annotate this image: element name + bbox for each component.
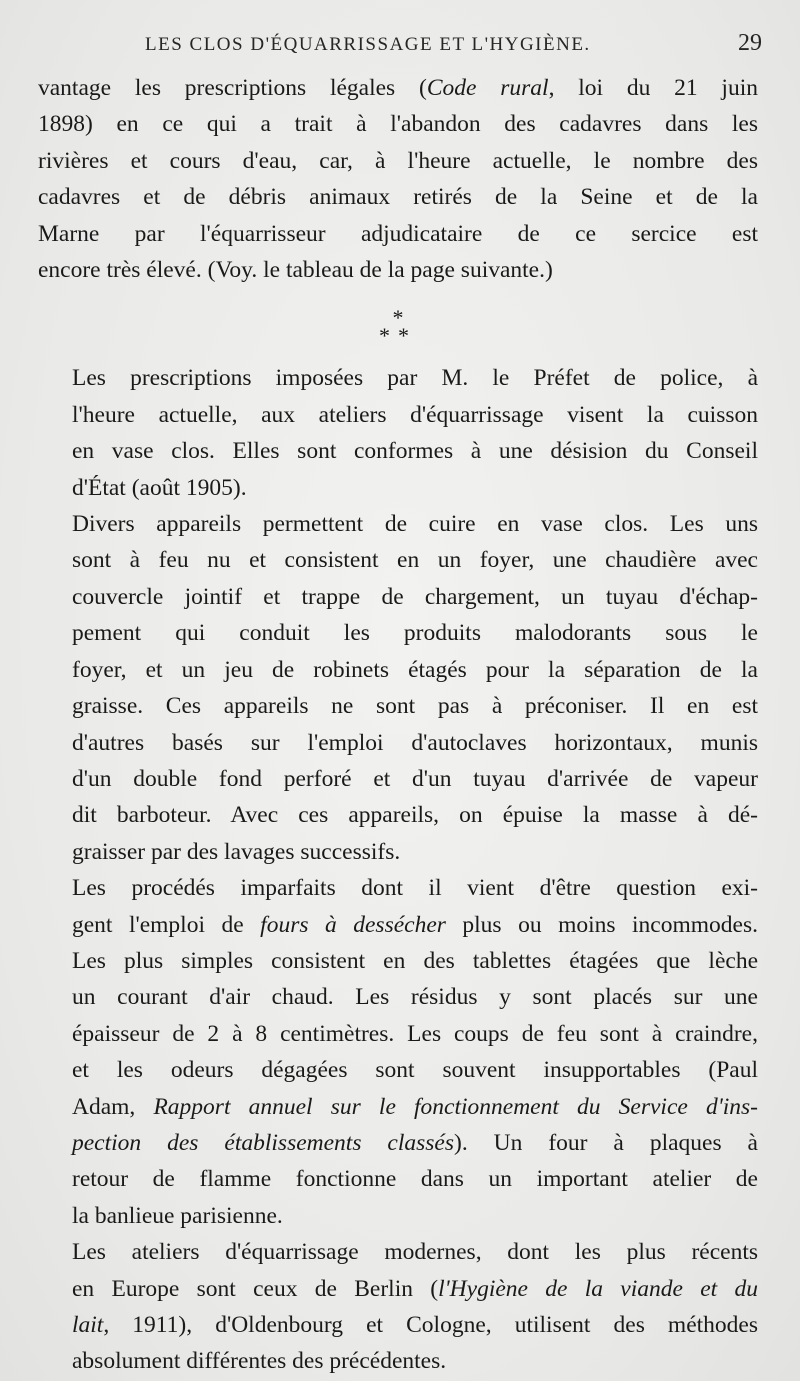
paragraph-ateliers-modernes	[38, 1234, 758, 1380]
paragraph-procedes	[38, 870, 758, 1234]
text-run: vantage les prescriptions légales (	[38, 75, 427, 101]
page-header	[40, 30, 766, 64]
text-line: rivières et cours d'eau, car, à l'heure actuelle, le nombre des	[38, 147, 758, 174]
text-line: retour de flamme fonctionne dans un important atelier de	[72, 1166, 758, 1193]
asterism-bottom: **	[379, 323, 417, 349]
italic-citation: pection des établissements classés	[72, 1129, 454, 1156]
text-line: d'un double fond perforé et d'un tuyau d'arrivée de vapeur	[72, 765, 758, 792]
italic-citation: Rapport annuel sur le fonctionnement du Service d'ins-	[153, 1093, 758, 1120]
italic-citation: l'Hygiène de la viande et du	[438, 1275, 758, 1302]
text-line: et les odeurs dégagées sont souvent insupportables (Paul	[72, 1057, 758, 1084]
text-line: Les ateliers d'équarrissage modernes, dont les plus récents	[72, 1239, 758, 1266]
text-line: épaisseur de 2 à 8 centimètres. Les coups de feu sont à craindre,	[72, 1020, 758, 1047]
running-head: LES CLOS D'ÉQUARRISSAGE ET L'HYGIÈNE.	[145, 34, 591, 55]
text-line: la banlieue parisienne.	[72, 1202, 283, 1229]
text-line: cadavres et de débris animaux retirés de la Seine et de la	[38, 184, 758, 211]
page-number: 29	[738, 30, 762, 56]
section-asterism	[38, 288, 758, 360]
text-line: l'heure actuelle, aux ateliers d'équarrissage visent la cuisson	[72, 401, 758, 428]
paragraph-continued	[38, 70, 758, 288]
text-line: graisse. Ces appareils ne sont pas à préconiser. Il en est	[72, 693, 758, 720]
text-line: 1898) en ce qui a trait à l'abandon des cadavres dans les	[38, 111, 758, 138]
asterism-top: *	[392, 305, 404, 331]
text-run: , 1911), d'Oldenbourg et Cologne, utilisent des méthodes	[103, 1312, 758, 1338]
text-line	[38, 1125, 758, 1161]
text-line: absolument différentes des précédentes.	[72, 1348, 447, 1375]
text-line: Les plus simples consistent en des tablettes étagées que lèche	[72, 947, 758, 974]
text-run: plus ou moins incommodes.	[445, 911, 758, 938]
paragraph-prescriptions	[38, 360, 758, 506]
text-run: ). Un four à plaques à	[454, 1129, 758, 1156]
text-line: dit barboteur. Avec ces appareils, on épuise la masse à dé-	[72, 802, 758, 829]
text-line	[38, 1307, 758, 1343]
text-line	[38, 70, 758, 106]
body-text	[38, 70, 758, 1380]
text-line: encore très élevé. (Voy. le tableau de la page suivante.)	[38, 257, 553, 284]
text-line: Les prescriptions imposées par M. le Préfet de police, à	[72, 365, 758, 392]
text-run: Adam,	[72, 1093, 154, 1120]
italic-term: fours à dessécher	[260, 911, 446, 938]
text-line: graisser par des lavages successifs.	[72, 838, 401, 865]
text-line: Divers appareils permettent de cuire en vase clos. Les uns	[72, 511, 758, 538]
text-line: d'autres basés sur l'emploi d'autoclaves horizontaux, munis	[72, 729, 758, 756]
text-line	[38, 907, 758, 943]
paragraph-appareils	[38, 506, 758, 870]
text-line: couvercle jointif et trappe de chargement, un tuyau d'échap-	[72, 583, 758, 610]
text-run: en Europe sont ceux de Berlin (	[72, 1275, 439, 1302]
text-line: d'État (août 1905).	[72, 474, 247, 501]
text-line	[38, 1089, 758, 1125]
text-line	[38, 1271, 758, 1307]
text-line: sont à feu nu et consistent en un foyer, une chaudière avec	[72, 547, 758, 574]
italic-citation: Code rural	[426, 75, 549, 101]
text-line: foyer, et un jeu de robinets étagés pour la séparation de la	[72, 656, 758, 683]
italic-citation: lait	[72, 1312, 104, 1338]
text-run: gent l'emploi de	[72, 911, 261, 938]
text-line: en vase clos. Elles sont conformes à une désision du Conseil	[72, 438, 758, 465]
text-run: , loi du 21 juin	[548, 75, 758, 101]
text-line: un courant d'air chaud. Les résidus y sont placés sur une	[72, 984, 758, 1011]
text-line: pement qui conduit les produits malodorants sous le	[72, 620, 758, 647]
text-line: Les procédés imparfaits dont il vient d'être question exi-	[72, 875, 758, 902]
text-line: Marne par l'équarrisseur adjudicataire de ce sercice est	[38, 220, 758, 247]
